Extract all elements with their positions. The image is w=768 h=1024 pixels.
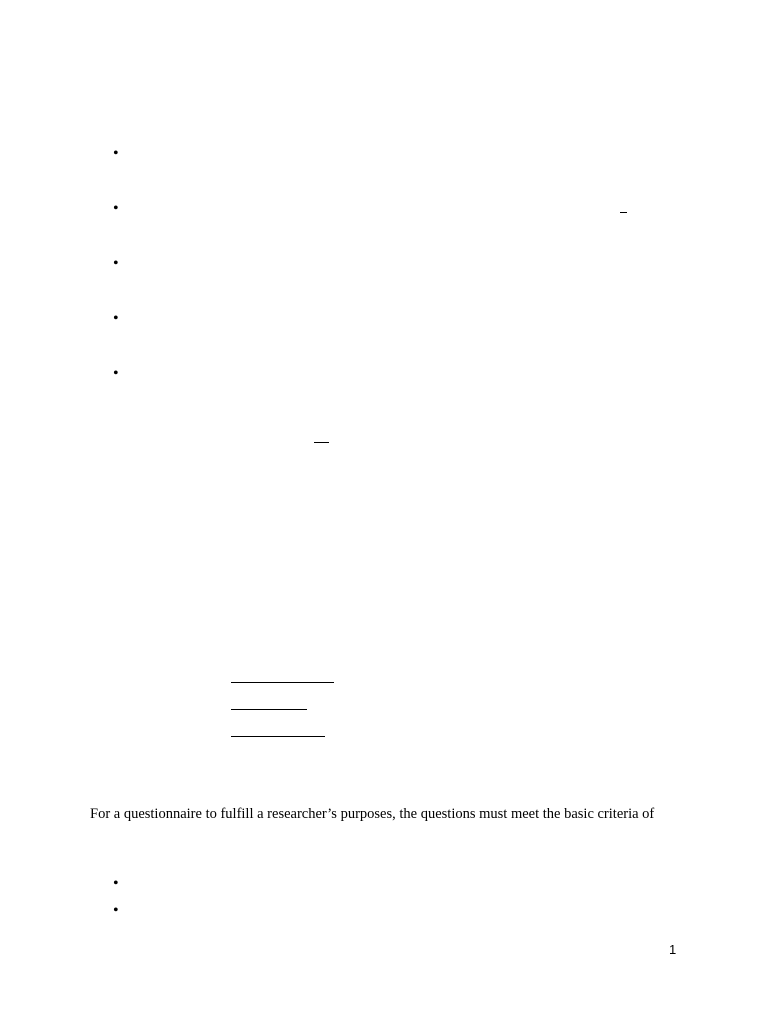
blank-line [231,709,307,710]
paragraph-text: For a questionnaire to fulfill a researcher’s purposes, the questions must meet the basic criteria of [90,806,655,822]
page-number: 1 [669,942,677,957]
blank-line [231,682,334,683]
dash-mark [314,442,329,443]
bullet-point [113,201,119,217]
bullet-point [113,366,119,382]
bullet-point [113,903,119,919]
bullet-point [113,876,119,892]
bullet-point [113,256,119,272]
blank-line [231,736,325,737]
bullet-point [113,146,119,162]
bullet-point [113,311,119,327]
dash-mark [620,212,627,213]
